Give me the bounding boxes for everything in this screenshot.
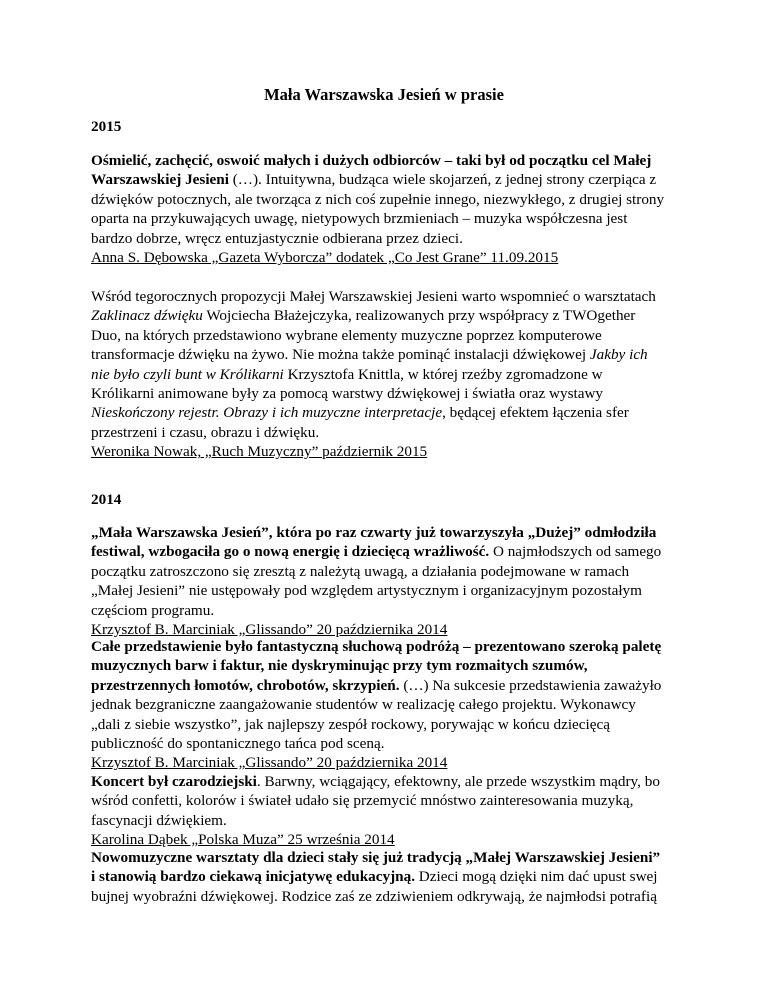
bold-text: muzycznych barw i faktur, nie dyskryminując przy tym rozmaitych szumów, bbox=[91, 657, 588, 675]
quote-2014-1 bbox=[91, 523, 691, 639]
quote-line bbox=[91, 601, 691, 620]
bold-text: Koncert był czarodziejski bbox=[91, 773, 257, 790]
quote-line bbox=[91, 151, 691, 170]
text-run: częściom programu. bbox=[91, 601, 215, 619]
quote-line bbox=[91, 403, 691, 422]
quote-line bbox=[91, 867, 691, 886]
text-run: Królikarni animowane były za pomocą warstwy dźwiękowej i światła oraz wystawy bbox=[91, 385, 603, 403]
italic-title: nie było czyli bunt w Królikarni bbox=[91, 365, 284, 383]
text-run: bujnej wyobraźni dźwiękowej. Rodzice zaś ze zdziwieniem odkrywają, że najmłodsi potrafią bbox=[91, 887, 657, 905]
quote-line bbox=[91, 715, 691, 734]
quote-2015-1 bbox=[91, 151, 691, 267]
quote-source: Anna S. Dębowska „Gazeta Wyborcza” dodatek „Co Jest Grane” 11.09.2015 bbox=[91, 249, 559, 267]
text-run: Krzysztofa Knittla, w której rzeźby zgromadzone w bbox=[283, 365, 603, 383]
document-title: Mała Warszawska Jesień w prasie bbox=[264, 85, 504, 104]
quote-2014-3 bbox=[91, 772, 691, 850]
quote-line bbox=[91, 656, 691, 675]
text-run: fascynacji dźwiękiem. bbox=[91, 811, 227, 829]
quote-source: Karolina Dąbek „Polska Muza” 25 września 2014 bbox=[91, 831, 395, 849]
text-run: przestrzeni i czasu, obrazu i dźwięku. bbox=[91, 423, 320, 441]
text-run: jednak bezgraniczne zaangażowanie studentów w realizację całego projektu. Wykonawcy bbox=[91, 696, 636, 714]
quote-line bbox=[91, 229, 691, 248]
text-run: (…) Na sukcesie przedstawienia zaważyło bbox=[399, 676, 662, 694]
text-run: , będącej efektem łączenia sfer bbox=[442, 404, 629, 422]
quote-line bbox=[91, 384, 691, 403]
text-run: . Barwny, wciągający, efektowny, ale przede wszystkim mądry, bo bbox=[256, 773, 660, 790]
italic-title: Jakby ich bbox=[589, 346, 648, 364]
bold-text: Ośmielić, zachęcić, oswoić małych i dużych odbiorców – taki był od początku cel Małej bbox=[91, 152, 652, 169]
text-run: Wśród tegorocznych propozycji Małej Warszawskiej Jesieni warto wspomnieć o warsztatach bbox=[91, 288, 656, 305]
bold-text: festiwal, wzbogaciła go o nową energię i dziecięcą wrażliwość. bbox=[91, 543, 490, 561]
bold-text: Warszawskiej Jesieni bbox=[91, 171, 229, 189]
quote-line bbox=[91, 676, 691, 695]
quote-line bbox=[91, 562, 691, 581]
text-run: bardzo dobrze, wręcz entuzjastycznie odbierana przez dzieci. bbox=[91, 229, 463, 247]
quote-line bbox=[91, 791, 691, 810]
quote-line bbox=[91, 542, 691, 561]
quote-line bbox=[91, 170, 691, 189]
text-run: Duo, na których przedstawiono wybrane elementy muzyczne poprzez komputerowe bbox=[91, 326, 602, 344]
text-run: transformacje dźwięku na żywo. Nie można także pominąć instalacji dźwiękowej bbox=[91, 346, 590, 364]
quote-line bbox=[91, 423, 691, 442]
quote-line bbox=[91, 637, 691, 656]
text-run: „Małej Jesieni” nie ustępowały pod względem artystycznym i organizacyjnym pozostałym bbox=[91, 582, 642, 600]
text-run: wśród confetti, kolorów i świateł udało się przemycić mnóstwo zainteresowania muzyką, bbox=[91, 792, 634, 810]
quote-line bbox=[91, 811, 691, 830]
quote-line bbox=[91, 190, 691, 209]
text-run: „dali z siebie wszystko”, jak najlepszy zespół rockowy, porywając w końcu dziecięcą bbox=[91, 715, 610, 733]
bold-text: i stanowią bardzo ciekawą inicjatywę edukacyjną. bbox=[91, 868, 415, 886]
text-run: publiczność do spontanicznego tańca pod sceną. bbox=[91, 735, 385, 753]
text-run: dźwięków potocznych, ale tworząca z nich coś zupełnie innego, niezwykłego, z drugiej strony bbox=[91, 190, 665, 208]
text-run: Dzieci mogą dzięki nim dać upust swej bbox=[415, 868, 658, 886]
quote-source: Krzysztof B. Marciniak „Glissando” 20 października 2014 bbox=[91, 754, 448, 772]
text-run: O najmłodszych od samego bbox=[489, 543, 662, 561]
bold-text: Całe przedstawienie było fantastyczną słuchową podróżą – prezentowano szeroką paletę bbox=[91, 638, 662, 655]
quote-line bbox=[91, 326, 691, 345]
quote-line bbox=[91, 695, 691, 714]
quote-line bbox=[91, 209, 691, 228]
quote-source: Weronika Nowak, „Ruch Muzyczny” październik 2015 bbox=[91, 443, 428, 461]
quote-line bbox=[91, 523, 691, 542]
italic-title: Nieskończony rejestr. Obrazy i ich muzyczne interpretacje bbox=[91, 404, 443, 422]
text-run: Wojciecha Błażejczyka, realizowanych przy współpracy z TWOgether bbox=[202, 307, 636, 325]
quote-line bbox=[91, 365, 691, 384]
quote-line bbox=[91, 581, 691, 600]
quote-line bbox=[91, 887, 691, 906]
bold-text: „Mała Warszawska Jesień”, która po raz czwarty już towarzyszyła „Dużej” odmłodziła bbox=[91, 524, 657, 541]
quote-line bbox=[91, 306, 691, 325]
text-run: (…). Intuitywna, budząca wiele skojarzeń, z jednej strony czerpiąca z bbox=[228, 171, 657, 189]
quote-source: Krzysztof B. Marciniak „Glissando” 20 października 2014 bbox=[91, 621, 448, 639]
quote-2014-4 bbox=[91, 848, 691, 906]
bold-text: Nowomuzyczne warsztaty dla dzieci stały się już tradycją „Małej Warszawskiej Jesieni” bbox=[91, 849, 661, 866]
quote-line bbox=[91, 345, 691, 364]
text-run: oparta na przykuwających uwagę, nietypowych brzmieniach – muzyka współczesna jest bbox=[91, 210, 628, 228]
quote-line bbox=[91, 734, 691, 753]
bold-text: przestrzennych łomotów, chrobotów, skrzypień. bbox=[91, 676, 400, 694]
quote-2015-2 bbox=[91, 287, 691, 462]
quote-line bbox=[91, 287, 691, 306]
year-heading-2015: 2015 bbox=[91, 118, 122, 135]
quote-2014-2 bbox=[91, 637, 691, 773]
quote-line bbox=[91, 772, 691, 791]
italic-title: Zaklinacz dźwięku bbox=[91, 307, 203, 325]
year-heading-2014: 2014 bbox=[91, 491, 122, 508]
text-run: początku zatroszczono się zresztą z należytą uwagą, a działania podejmowane w ramach bbox=[91, 562, 630, 580]
quote-line bbox=[91, 848, 691, 867]
